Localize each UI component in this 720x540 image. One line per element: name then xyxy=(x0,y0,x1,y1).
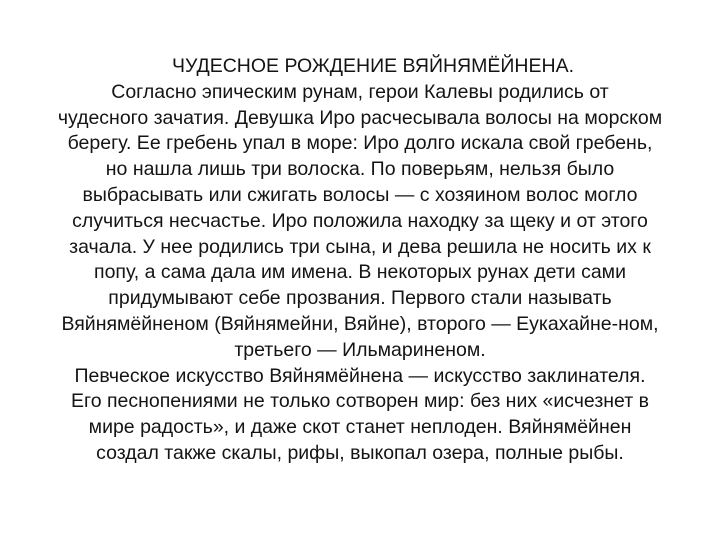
text-block xyxy=(0,54,720,467)
text-line: придумывают себе прозвания. Первого стали называть xyxy=(108,287,612,310)
text-line: выбрасывать или сжигать волосы — с хозяином волос могло xyxy=(82,183,638,206)
slide-title: ЧУДЕСНОЕ РОЖДЕНИЕ ВЯЙНЯМЁЙНЕНА. xyxy=(171,55,575,77)
text-line: чудесного зачатия. Девушка Иро расчесывала волосы на морском xyxy=(57,106,663,129)
text-line: третьего — Ильмариненом. xyxy=(234,338,486,361)
text-line: попу, а сама дала им имена. В некоторых рунах дети сами xyxy=(94,261,626,284)
text-line: Его песнопениями не только сотворен мир: без них «исчезнет в xyxy=(71,390,649,413)
text-line: Певческое искусство Вяйнямёйнена — искусство заклинателя. xyxy=(74,364,646,387)
text-line: берегу. Ее гребень упал в море: Иро долго искала свой гребень, xyxy=(67,132,653,155)
text-line: но нашла лишь три волоска. По поверьям, нельзя было xyxy=(105,158,615,181)
text-line: создал также скалы, рифы, выкопал озера, полные рыбы. xyxy=(96,441,624,464)
text-line: мире радость», и даже скот станет неплоден. Вяйнямёйнен xyxy=(88,416,632,439)
text-line: Согласно эпическим рунам, герои Калевы родились от xyxy=(111,80,609,103)
text-line: случиться несчастье. Иро положила находку за щеку и от этого xyxy=(72,209,648,232)
text-line: Вяйнямёйненом (Вяйнямейни, Вяйне), второго — Еукахайне-ном, xyxy=(61,312,659,335)
text-line: зачала. У нее родились три сына, и дева решила не носить их к xyxy=(69,235,651,258)
